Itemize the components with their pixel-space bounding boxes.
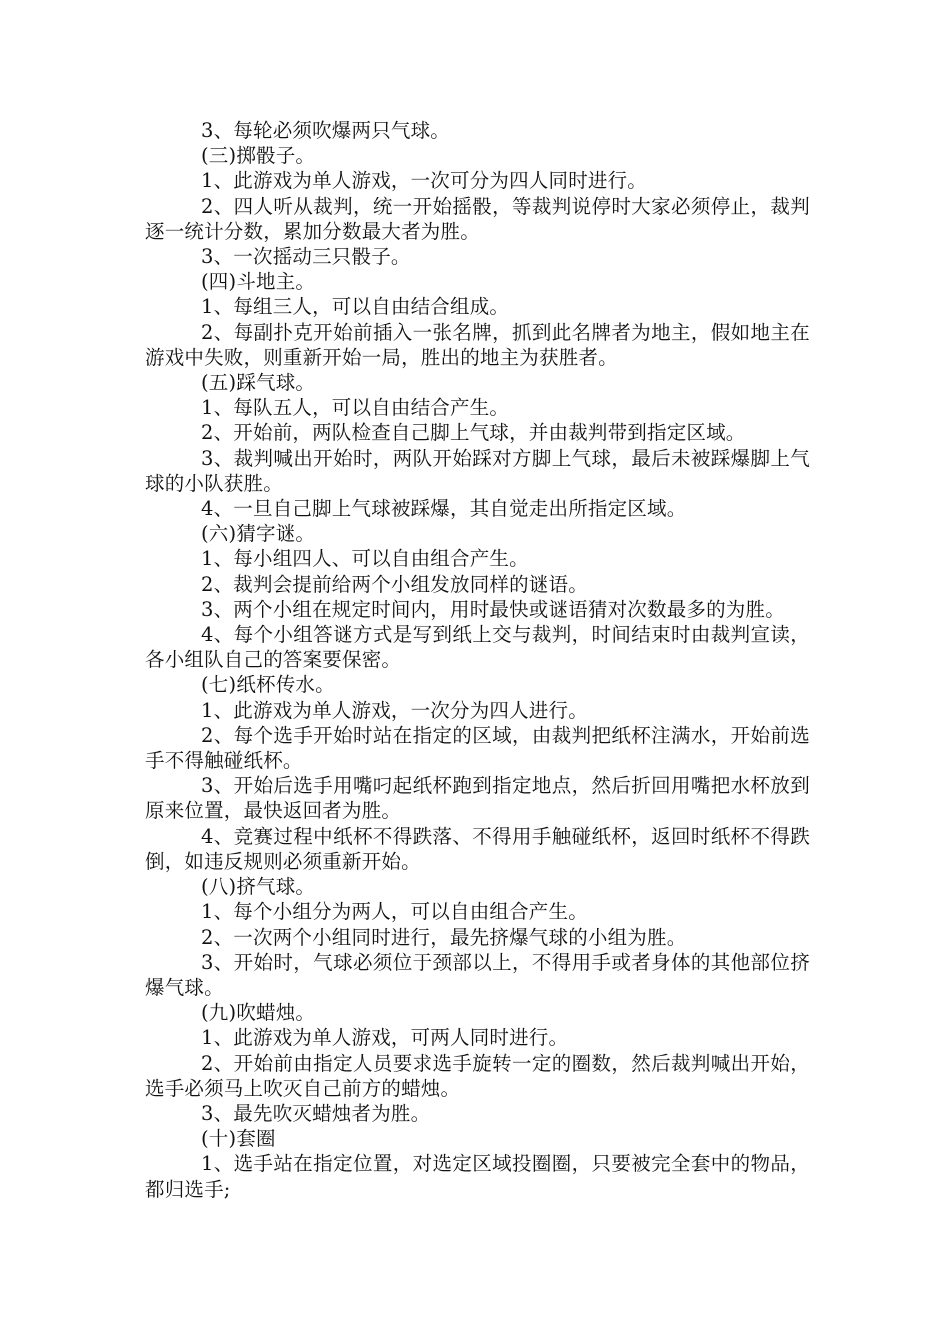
rule-item: 3、一次摇动三只骰子。 — [201, 245, 411, 269]
rule-item: 1、每队五人，可以自由结合产生。 — [201, 396, 510, 420]
rule-item: 2、一次两个小组同时进行，最先挤爆气球的小组为胜。 — [201, 925, 687, 949]
rule-item: 1、此游戏为单人游戏，一次可分为四人同时进行。 — [201, 169, 648, 193]
rule-item: 3、开始时，气球必须位于颈部以上，不得用手或者身体的其他部位挤爆气球。 — [145, 950, 810, 999]
rule-item: 3、每轮必须吹爆两只气球。 — [201, 119, 451, 142]
rule-item: 3、两个小组在规定时间内，用时最快或谜语猜对次数最多的为胜。 — [201, 597, 785, 621]
rule-item: 2、每副扑克开始前插入一张名牌，抓到此名牌者为地主，假如地主在游戏中失败，则重新开始一局，胜出的地主为获胜者。 — [145, 320, 810, 369]
rule-item: 2、裁判会提前给两个小组发放同样的谜语。 — [201, 572, 588, 596]
rule-item: 1、此游戏为单人游戏，可两人同时进行。 — [201, 1026, 569, 1050]
document-body — [145, 118, 810, 1202]
rule-item: 1、选手站在指定位置，对选定区域投圈圈，只要被完全套中的物品，都归选手; — [145, 1152, 810, 1201]
section-heading: (三)掷骰子。 — [201, 144, 316, 168]
rule-item: 1、每个小组分为两人，可以自由组合产生。 — [201, 900, 588, 924]
section-heading: (六)猜字谜。 — [201, 522, 316, 546]
rule-item: 3、裁判喊出开始时，两队开始踩对方脚上气球，最后未被踩爆脚上气球的小队获胜。 — [145, 446, 810, 495]
rule-item: 4、竞赛过程中纸杯不得跌落、不得用手触碰纸杯，返回时纸杯不得跌倒，如违反规则必须重新开始。 — [145, 824, 810, 873]
section-heading: (五)踩气球。 — [201, 371, 316, 395]
section-heading: (四)斗地主。 — [201, 270, 316, 294]
rule-item: 2、开始前，两队检查自己脚上气球，并由裁判带到指定区域。 — [201, 421, 746, 445]
section-heading: (七)纸杯传水。 — [201, 673, 335, 697]
rule-item: 4、每个小组答谜方式是写到纸上交与裁判，时间结束时由裁判宣读，各小组队自己的答案要保密。 — [145, 623, 810, 672]
section-heading: (十)套圈 — [201, 1127, 276, 1151]
rule-item: 3、最先吹灭蜡烛者为胜。 — [201, 1101, 431, 1125]
rule-item: 1、每组三人，可以自由结合组成。 — [201, 295, 510, 319]
rule-item: 1、每小组四人、可以自由组合产生。 — [201, 547, 529, 571]
rule-item: 1、此游戏为单人游戏，一次分为四人进行。 — [201, 698, 588, 722]
section-heading: (八)挤气球。 — [201, 875, 316, 899]
rule-item: 4、一旦自己脚上气球被踩爆，其自觉走出所指定区域。 — [201, 497, 687, 521]
rule-item: 2、每个选手开始时站在指定的区域，由裁判把纸杯注满水，开始前选手不得触碰纸杯。 — [145, 723, 810, 773]
rule-item: 3、开始后选手用嘴叼起纸杯跑到指定地点，然后折回用嘴把水杯放到原来位置，最快返回者为胜。 — [145, 774, 810, 823]
rule-item: 2、开始前由指定人员要求选手旋转一定的圈数，然后裁判喊出开始，选手必须马上吹灭自己前方的蜡烛。 — [145, 1051, 810, 1100]
rule-item: 2、四人听从裁判，统一开始摇骰，等裁判说停时大家必须停止，裁判逐一统计分数，累加分数最大者为胜。 — [145, 194, 810, 243]
section-heading: (九)吹蜡烛。 — [201, 1001, 316, 1025]
